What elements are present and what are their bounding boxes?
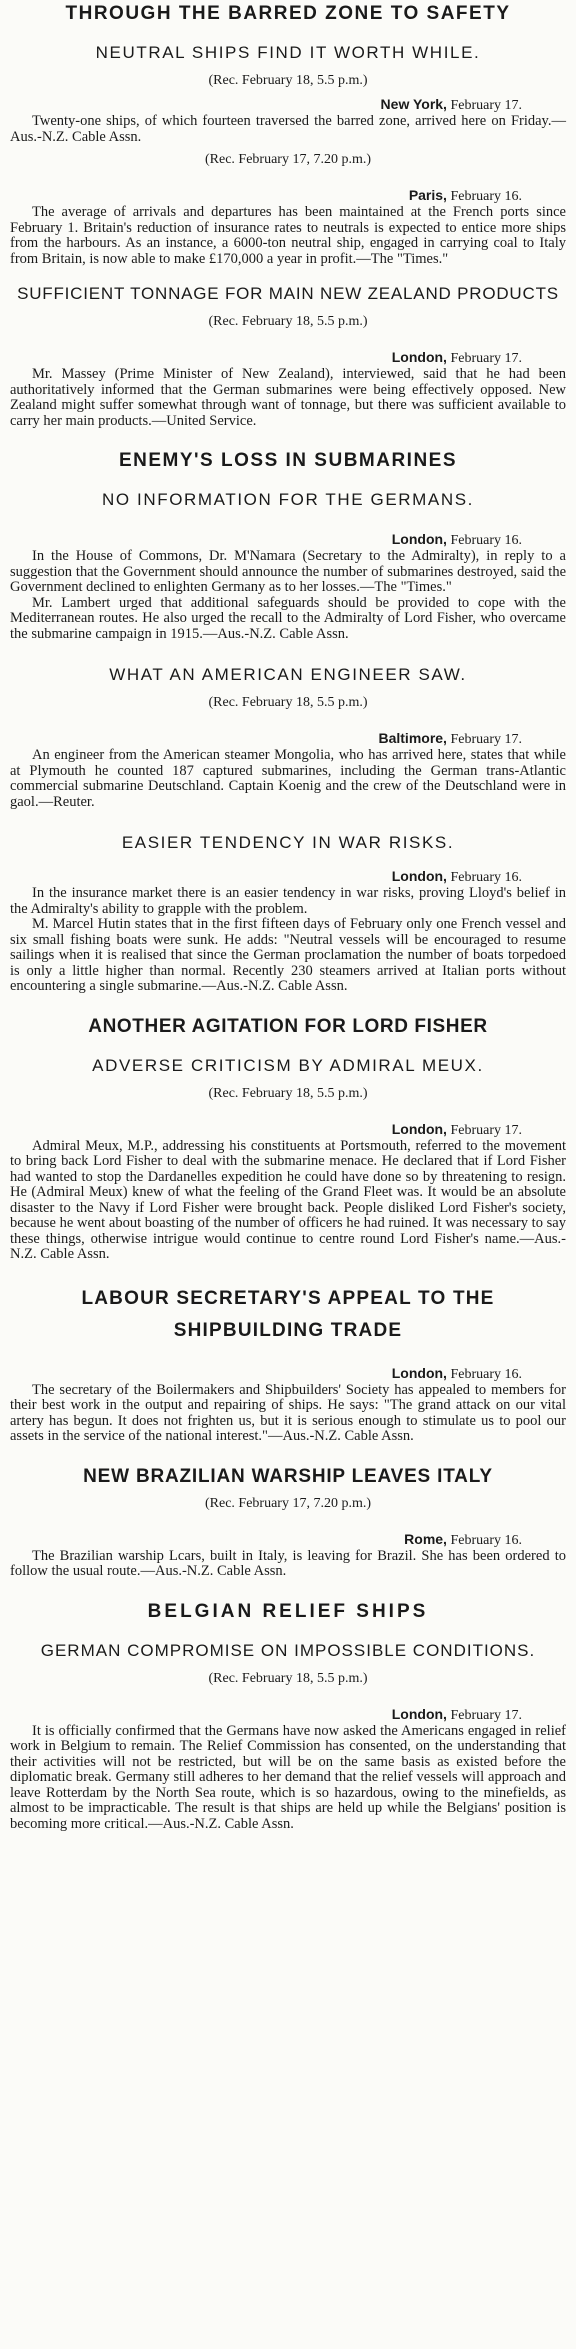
dateline-place: London, — [391, 349, 447, 365]
dateline — [10, 1365, 566, 1383]
article-paragraph: Mr. Lambert urged that additional safeguards should be provided to cope with the Mediterranean routes. He also urged the recall to the Admiralty of Lord Fisher, who overcame the submarine campaign in 1915.—Aus.-N.Z. Cable Assn. — [10, 594, 566, 642]
received-time: (Rec. February 18, 5.5 p.m.) — [208, 314, 368, 329]
article-lord-fisher — [10, 1015, 566, 1263]
article-war-risks — [10, 830, 566, 995]
dateline — [10, 531, 566, 549]
article-headline: BELGIAN RELIEF SHIPS — [147, 1600, 429, 1622]
received-time: (Rec. February 17, 7.20 p.m.) — [204, 152, 372, 167]
dateline — [10, 96, 566, 114]
article-headline: NEW BRAZILIAN WARSHIP LEAVES ITALY — [83, 1465, 493, 1487]
dateline-place: London, — [391, 1705, 447, 1722]
article-paragraph: It is officially confirmed that the Germans have now asked the Americans engaged in relief work in Belgium to remain. The Relief Commission has consented, on the understanding that their activities will not be restricted, but will be on the same basis as existed before the diplomatic break. Germany still adheres to her demand that the relief vessels will approach and leave Rotterdam by the North Sea route, which is so hazardous, owing to the minefields, as almost to be impracticable. The result is that ships are held up while the Belgians' position is becoming more critical.—Aus.-N.Z. Cable Assn. — [10, 1722, 566, 1832]
article-tonnage — [10, 281, 566, 429]
article-headline: SUFFICIENT TONNAGE FOR MAIN NEW ZEALAND PRODUCTS — [17, 284, 559, 303]
dateline — [10, 1121, 566, 1139]
dateline — [10, 868, 566, 886]
article-subheadline: NEUTRAL SHIPS FIND IT WORTH WHILE. — [95, 43, 481, 62]
article-paragraph: The average of arrivals and departures has been maintained at the French ports since February 1. Britain's reduction of insurance rates to neutrals is expected to entice more ships from the harbours. As an instance, a 6000-ton neutral ship, engaged in carrying coal to Italy from Britain, is now able to make £170,000 a year in profit.—The "Times." — [10, 204, 566, 267]
article-paragraph: In the insurance market there is an easier tendency in war risks, proving Lloyd's belief in the Admiralty's ability to grapple with the problem. — [10, 885, 566, 917]
article-belgian-relief — [10, 1600, 566, 1833]
article-subheadline: NO INFORMATION FOR THE GERMANS. — [102, 490, 474, 509]
dateline-place: New York, — [380, 96, 447, 112]
article-paragraph: In the House of Commons, Dr. M'Namara (Secretary to the Admiralty), in reply to a suggestion that the Government should announce the number of submarines destroyed, said the Government declined to enlighten Germany as to her losses.—The "Times." — [10, 548, 566, 595]
dateline-date: February 17. — [450, 732, 522, 747]
dateline-place: Rome, — [404, 1530, 447, 1547]
dateline — [10, 1706, 566, 1724]
article-headline: THROUGH THE BARRED ZONE TO SAFETY — [65, 3, 511, 24]
article-subheadline: ADVERSE CRITICISM BY ADMIRAL MEUX. — [92, 1055, 484, 1075]
dateline-date: February 17. — [450, 1122, 522, 1138]
received-time: (Rec. February 17, 7.20 p.m.) — [204, 1495, 372, 1511]
received-time: (Rec. February 18, 5.5 p.m.) — [208, 1085, 368, 1101]
dateline-place: London, — [391, 1120, 447, 1137]
received-time: (Rec. February 18, 5.5 p.m.) — [208, 1670, 368, 1686]
article-paragraph: Mr. Massey (Prime Minister of New Zealand), interviewed, said that he had been authoritatively informed that the German submarines were being effectively opposed. New Zealand might suffer somewhat through want of tonnage, but there was sufficient available to carry her main products.—United Service. — [10, 366, 566, 429]
article-paragraph: The secretary of the Boilermakers and Shipbuilders' Society has appealed to members for their best work in the output and repairing of ships. He says: "The grand attack on our vital artery has begun. It does not frighten us, but it is serious enough to stimulate us to pool our assets in the service of the national interest."—Aus.-N.Z. Cable Assn. — [10, 1381, 566, 1444]
article-labour-secretary — [10, 1283, 566, 1445]
dateline — [10, 730, 566, 748]
article-barred-zone — [10, 2, 566, 267]
dateline-place: London, — [391, 1364, 447, 1381]
dateline — [10, 187, 566, 205]
article-paragraph: M. Marcel Hutin states that in the first fifteen days of February only one French vessel and six small fishing boats were sunk. He adds: "Neutral vessels will be encouraged to resume sailings when it is realised that since the German proclamation the number of boats torpedoed is only a little higher than normal. Recently 230 steamers arrived at Italian ports without encountering a single submarine.—Aus.-N.Z. Cable Assn. — [10, 916, 566, 994]
dateline-date: February 16. — [450, 1532, 522, 1548]
article-american-engineer — [10, 662, 566, 810]
dateline-date: February 17. — [450, 98, 522, 113]
article-submarines — [10, 449, 566, 642]
article-paragraph: The Brazilian warship Lcars, built in Italy, is leaving for Brazil. She has been ordered to follow the usual route.—Aus.-N.Z. Cable Assn. — [10, 1547, 566, 1579]
dateline-date: February 17. — [450, 1707, 522, 1723]
dateline-date: February 16. — [450, 189, 522, 204]
dateline-place: London, — [391, 868, 447, 884]
received-time: (Rec. February 18, 5.5 p.m.) — [208, 695, 368, 710]
received-time: (Rec. February 18, 5.5 p.m.) — [208, 73, 368, 88]
article-headline: ANOTHER AGITATION FOR LORD FISHER — [88, 1015, 488, 1037]
dateline-date: February 16. — [450, 870, 522, 885]
dateline-date: February 16. — [450, 1366, 522, 1382]
dateline-place: Paris, — [408, 187, 447, 203]
article-subheadline: WHAT AN AMERICAN ENGINEER SAW. — [109, 665, 467, 684]
article-paragraph: Twenty-one ships, of which fourteen traversed the barred zone, arrived here on Friday.—Aus.-N.Z. Cable Assn. — [10, 113, 566, 145]
article-headline: LABOUR SECRETARY'S APPEAL TO THE SHIPBUILDING TRADE — [81, 1287, 495, 1341]
dateline-date: February 17. — [450, 351, 522, 366]
article-paragraph: An engineer from the American steamer Mongolia, who has arrived here, states that while at Plymouth he counted 187 captured submarines, including the German trans-Atlantic commercial submarine Deutschland. Captain Koenig and the crew of the Deutschland were in gaol.—Reuter. — [10, 747, 566, 810]
article-headline: ENEMY'S LOSS IN SUBMARINES — [118, 450, 458, 471]
article-paragraph: Admiral Meux, M.P., addressing his constituents at Portsmouth, referred to the movement to bring back Lord Fisher to deal with the submarine menace. He declared that if Lord Fisher had wanted to stop the Dardanelles expedition he could have done so by threatening to resign. He (Admiral Meux) knew of what the feeling of the Grand Fleet was. It would be an absolute disaster to the Navy if Lord Fisher were brought back. People disliked Lord Fisher's society, because he went about boasting of the number of officers he had ruined. It was necessary to say these things, otherwise intrigue would continue to centre round Lord Fisher's name.—Aus.-N.Z. Cable Assn. — [10, 1137, 566, 1262]
article-subheadline: EASIER TENDENCY IN WAR RISKS. — [121, 833, 455, 852]
dateline-place: Baltimore, — [378, 730, 447, 746]
dateline — [10, 1531, 566, 1549]
dateline — [10, 349, 566, 367]
dateline-place: London, — [391, 531, 447, 547]
article-subheadline: GERMAN COMPROMISE ON IMPOSSIBLE CONDITIONS. — [40, 1640, 536, 1660]
article-brazilian-warship — [10, 1465, 566, 1580]
dateline-date: February 16. — [450, 533, 522, 548]
